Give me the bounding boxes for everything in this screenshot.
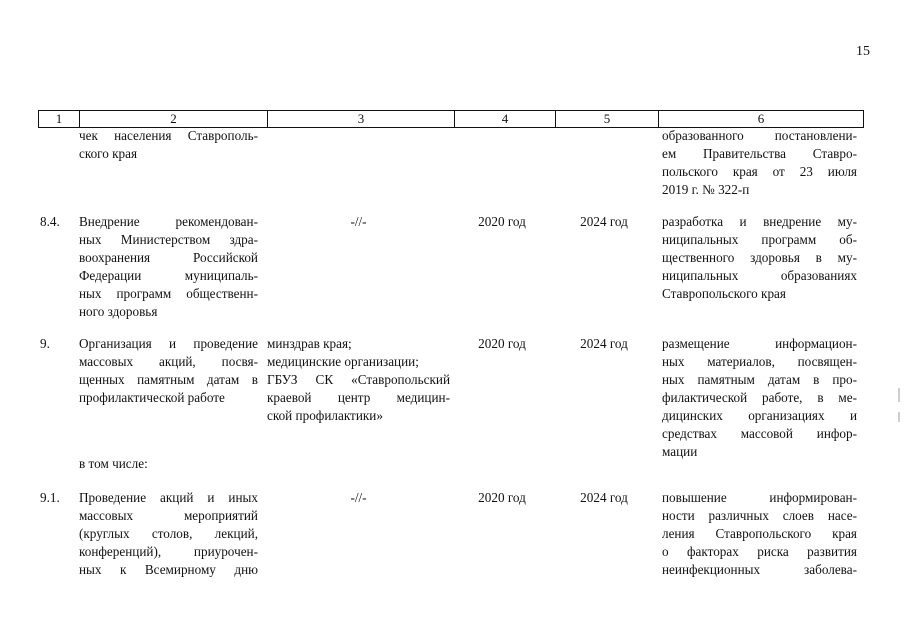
text-line: филактической работе, в ме- (662, 390, 857, 405)
text-line: Внедрение рекомендован- (79, 214, 258, 229)
scan-artifact (898, 412, 900, 422)
text-line: ской профилактики» (267, 408, 383, 423)
text-line: неинфекционных заболева- (662, 562, 857, 577)
row-number: 9. (40, 336, 50, 351)
text-line: профилактической работе (79, 390, 225, 405)
text-line: дицинских организациях и (662, 408, 857, 423)
text-line: польского края от 23 июля (662, 164, 857, 179)
header-col-6: 6 (659, 111, 864, 128)
text-line: ных памятным датам в про- (662, 372, 857, 387)
text-line: минздрав края; (267, 336, 352, 351)
text-line: (круглых столов, лекций, (79, 526, 258, 541)
text-line: средствах массовой инфор- (662, 426, 857, 441)
text-line: воохранения Российской (79, 250, 258, 265)
row-9-start: 2020 год (478, 336, 526, 351)
text-line: Организация и проведение (79, 336, 258, 351)
row-8-4-start: 2020 год (478, 214, 526, 229)
row-9-1-end: 2024 год (580, 490, 628, 505)
text-line: Ставропольского края (662, 286, 786, 301)
text-line: конференций), приурочен- (79, 544, 258, 559)
row-number: 8.4. (40, 214, 60, 229)
row-number: 9.1. (40, 490, 60, 505)
continuation-col6 (662, 127, 857, 199)
column-number-header (38, 110, 864, 128)
scan-artifact (898, 388, 900, 402)
header-col-2: 2 (80, 111, 268, 128)
text-line: о факторах риска развития (662, 544, 857, 559)
text-line: ных Министерством здра- (79, 232, 258, 247)
row-8-4-measure (79, 213, 258, 321)
row-9-1-responsible: -//- (350, 490, 367, 505)
header-col-5: 5 (556, 111, 659, 128)
text-line: ского края (79, 146, 138, 161)
text-line: Проведение акций и иных (79, 490, 258, 505)
text-line: повышение информирован- (662, 490, 857, 505)
text-line: чек населения Ставрополь- (79, 128, 258, 143)
text-line: ных программ общественн- (79, 286, 258, 301)
row-9-end: 2024 год (580, 336, 628, 351)
row-9-1-measure (79, 489, 258, 579)
text-line: размещение информацион- (662, 336, 857, 351)
text-line: мации (662, 444, 698, 459)
text-line: щественного здоровья в му- (662, 250, 857, 265)
text-line: ем Правительства Ставро- (662, 146, 857, 161)
page-number: 15 (856, 44, 870, 59)
text-line: ниципальных образованиях (662, 268, 857, 283)
continuation-col2 (79, 127, 258, 163)
text-line: ных к Всемирному дню (79, 562, 258, 577)
text-line: ного здоровья (79, 304, 158, 319)
text-line: 2019 г. № 322-п (662, 182, 750, 197)
subheading-including: в том числе: (79, 456, 148, 471)
text-line: ГБУЗ СК «Ставропольский (267, 372, 450, 387)
text-line: образованного постановлени- (662, 128, 857, 143)
header-col-3: 3 (268, 111, 455, 128)
row-9-result (662, 335, 857, 461)
row-8-4-result (662, 213, 857, 303)
text-line: щенных памятным датам в (79, 372, 258, 387)
row-9-measure (79, 335, 258, 407)
text-line: ных материалов, посвящен- (662, 354, 857, 369)
text-line: ления Ставропольского края (662, 526, 857, 541)
row-8-4-responsible: -//- (350, 214, 367, 229)
header-col-1: 1 (39, 111, 80, 128)
text-line: массовых мероприятий (79, 508, 258, 523)
text-line: ниципальных программ об- (662, 232, 857, 247)
text-line: медицинские организации; (267, 354, 419, 369)
row-9-1-start: 2020 год (478, 490, 526, 505)
row-8-4-end: 2024 год (580, 214, 628, 229)
text-line: краевой центр медицин- (267, 390, 450, 405)
text-line: ности различных слоев насе- (662, 508, 857, 523)
text-line: Федерации муниципаль- (79, 268, 258, 283)
text-line: массовых акций, посвя- (79, 354, 258, 369)
text-line: разработка и внедрение му- (662, 214, 857, 229)
row-9-1-result (662, 489, 857, 579)
row-9-responsible (267, 335, 450, 425)
header-col-4: 4 (455, 111, 556, 128)
